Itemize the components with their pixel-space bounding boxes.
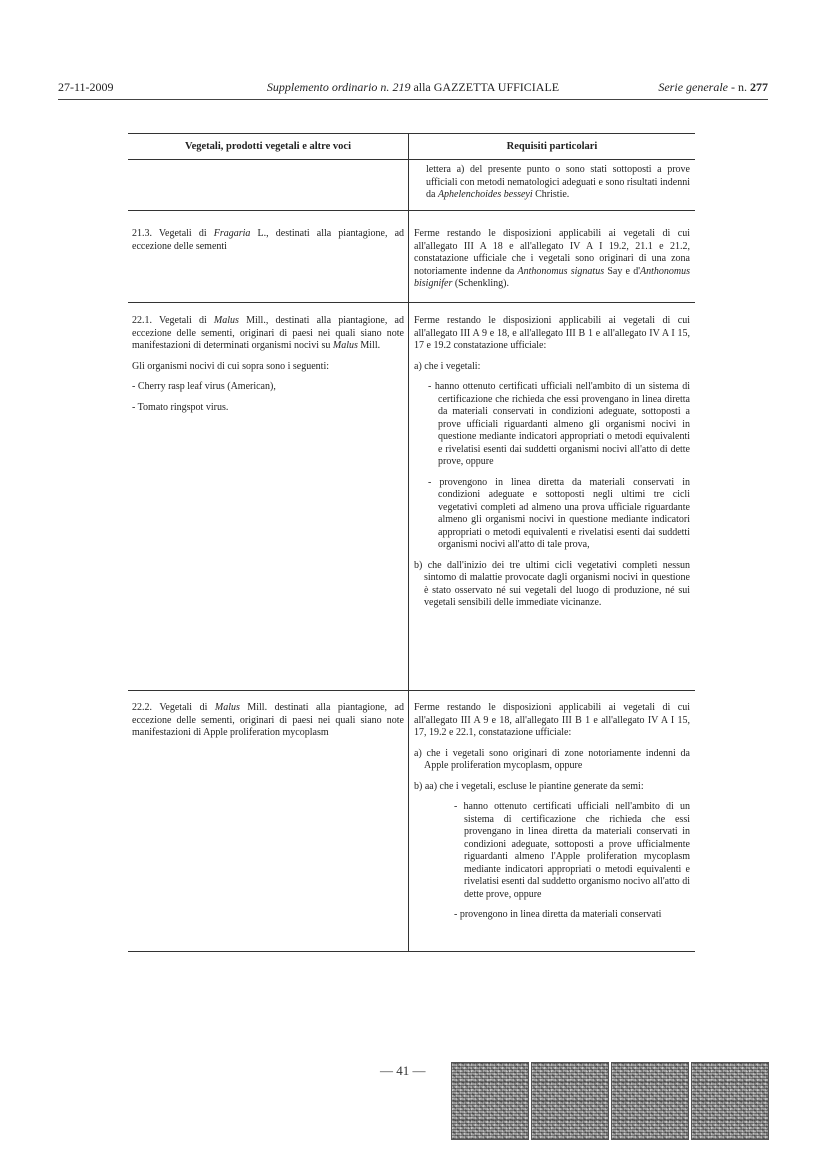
datamatrix-code xyxy=(531,1062,609,1140)
header-gazzetta: alla GAZZETTA UFFICIALE xyxy=(413,80,560,94)
column-header-requirements: Requisiti particolari xyxy=(506,141,598,152)
row2-plant xyxy=(132,315,404,422)
column-divider xyxy=(408,134,409,951)
row3-req-bullet: - provengono in linea diretta da materiali conservati xyxy=(454,909,662,920)
header-supplement-num: 219 xyxy=(392,80,411,94)
page-header xyxy=(58,80,768,96)
header-date: 27-11-2009 xyxy=(58,80,114,94)
row1-plant-genus: Fragaria xyxy=(213,228,251,239)
page-number: — 41 — xyxy=(380,1063,426,1078)
row2-pest-item: - Tomato ringspot virus. xyxy=(132,401,229,413)
row1-req-pest2: Anthonomus bisignifer xyxy=(414,265,691,289)
row2-req-bullet: - provengono in linea diretta da materiali conservati in condizioni adeguate e sottoposti negli ultimi tre cicli vegetativi completi ad almeno una prova ufficiale riguardante almeno gli organismi nocivi in questione mediante indicatori appropriati o metodi equivalenti e rivelatisi esenti dai suddetti organismi nocivi all'atto di tale prova, xyxy=(428,476,690,550)
row3-plant-text: 22.2. Vegetali di xyxy=(132,702,208,713)
row2-plant-genus: Malus xyxy=(213,315,239,326)
row1-plant xyxy=(132,228,404,253)
header-issue-num: 277 xyxy=(750,80,768,94)
row2-plant-desc: Mill., destinati alla piantagione, ad eccezione delle sementi, originari di paesi nei quali siano note manifestazioni di determinati organismi nocivi su xyxy=(132,315,404,351)
row2-pests-intro: Gli organismi nocivi di cui sopra sono i seguenti: xyxy=(132,360,330,372)
row1-req-pest1: Anthonomus signatus xyxy=(517,265,605,277)
row2-plant-text: 22.1. Vegetali di xyxy=(132,315,207,326)
row3-requirements xyxy=(414,702,690,930)
row3-req-b: b) aa) che i vegetali, escluse le piantine generate da semi: xyxy=(414,780,644,792)
row3-req-bullet: - hanno ottenuto certificati ufficiali nell'ambito di un sistema di certificazione che richieda che essi provengano in linea diretta da materiali conservati in condizioni adeguate, sottoposti a prove ufficialmente riguardanti almeno l'Apple proliferation mycoplasm mediante indicatori appropriati o metodi equivalenti e rivelatisi esenti dal suddetto organismo nocivo all'atto di dette prove, oppure xyxy=(454,801,690,900)
row0-requirements xyxy=(426,164,690,202)
row3-req-intro: Ferme restando le disposizioni applicabili ai vegetali di cui all'allegato III A 9 e 18, all'allegato III B 1 e all'allegato IV A I 15, 17, 19.2 e 22.1, constatazione ufficiale: xyxy=(414,702,690,738)
requirements-table xyxy=(128,133,695,952)
row3-plant-desc: Mill. destinati alla piantagione, ad eccezione delle sementi, originari di paesi nei quali siano note manifestazioni di Apple proliferation mycoplasm xyxy=(132,702,404,738)
datamatrix-code xyxy=(451,1062,529,1140)
row3-plant xyxy=(132,702,404,740)
row0-req-pest: Aphelenchoides besseyi xyxy=(437,189,533,200)
row1-plant-desc: L., destinati alla piantagione, ad eccezione delle sementi xyxy=(132,228,405,252)
row2-rule xyxy=(128,690,695,691)
row0-req-text: lettera a) del presente punto o sono stati sottoposti a prove ufficiali con metodi nematologici adeguati e sono risultati indenni da xyxy=(426,164,690,200)
row2-req-intro: Ferme restando le disposizioni applicabili ai vegetali di cui all'allegato III A 9 e 18, e all'allegato III B 1 e all'allegato IV A I 15, 17 e 19.2 constatazione ufficiale: xyxy=(414,315,690,351)
row1-req-author: (Schenkling). xyxy=(454,278,509,289)
header-row-rule xyxy=(128,159,695,160)
row0-req-author: Christie. xyxy=(535,189,570,200)
header-rule xyxy=(58,99,768,100)
row1-plant-text: 21.3. Vegetali di xyxy=(132,228,207,239)
row3-plant-genus: Malus xyxy=(214,702,240,713)
row2-requirements xyxy=(414,315,690,618)
row2-pest-item: - Cherry rasp leaf virus (American), xyxy=(132,381,276,392)
column-header-plants: Vegetali, prodotti vegetali e altre voci xyxy=(184,141,352,152)
datamatrix-code xyxy=(611,1062,689,1140)
header-supplement: Supplemento ordinario n. xyxy=(266,80,390,94)
row0-rule xyxy=(128,210,695,211)
row2-req-a: a) che i vegetali: xyxy=(414,360,481,372)
row2-req-bullet: - hanno ottenuto certificati ufficiali nell'ambito di un sistema di certificazione che richieda che essi provengano in linea diretta da materiali conservati in condizioni adeguate, sottoposti a prove ufficiali riguardanti almeno gli organismi nocivi in questione mediante indicatori appropriati o metodi equivalenti e rivelatisi esenti dai suddetti organismi nocivi all'atto di dette prove, oppure xyxy=(428,381,690,467)
header-series xyxy=(658,80,768,95)
row1-req-conj: Say e d' xyxy=(607,265,641,277)
row2-plant-genus2: Malus xyxy=(332,340,358,351)
row2-plant-author: Mill. xyxy=(360,340,381,351)
header-series-label: Serie generale xyxy=(658,80,728,94)
row3-req-a: a) che i vegetali sono originari di zone notoriamente indenni da Apple proliferation mycoplasm, oppure xyxy=(414,747,690,771)
header-series-sep: - n. xyxy=(731,80,747,94)
datamatrix-code xyxy=(691,1062,769,1140)
row1-requirements xyxy=(414,228,690,291)
row1-rule xyxy=(128,302,695,303)
row1-req-text: Ferme restando le disposizioni applicabili ai vegetali di cui all'allegato III A 18 e all'allegato IV A I 19.2, 21.1 e 21.2, constatazione ufficiale che i vegetali sono originari di una zona notoriamente indenne da xyxy=(414,228,690,277)
row2-req-b: b) che dall'inizio dei tre ultimi cicli vegetativi completi nessun sintomo di malattie provocate dagli organismi nocivi in questione è stato osservato né sui vegetali del luogo di produzione, né sui vegetali sensibili delle immediate vicinanze. xyxy=(414,559,690,608)
